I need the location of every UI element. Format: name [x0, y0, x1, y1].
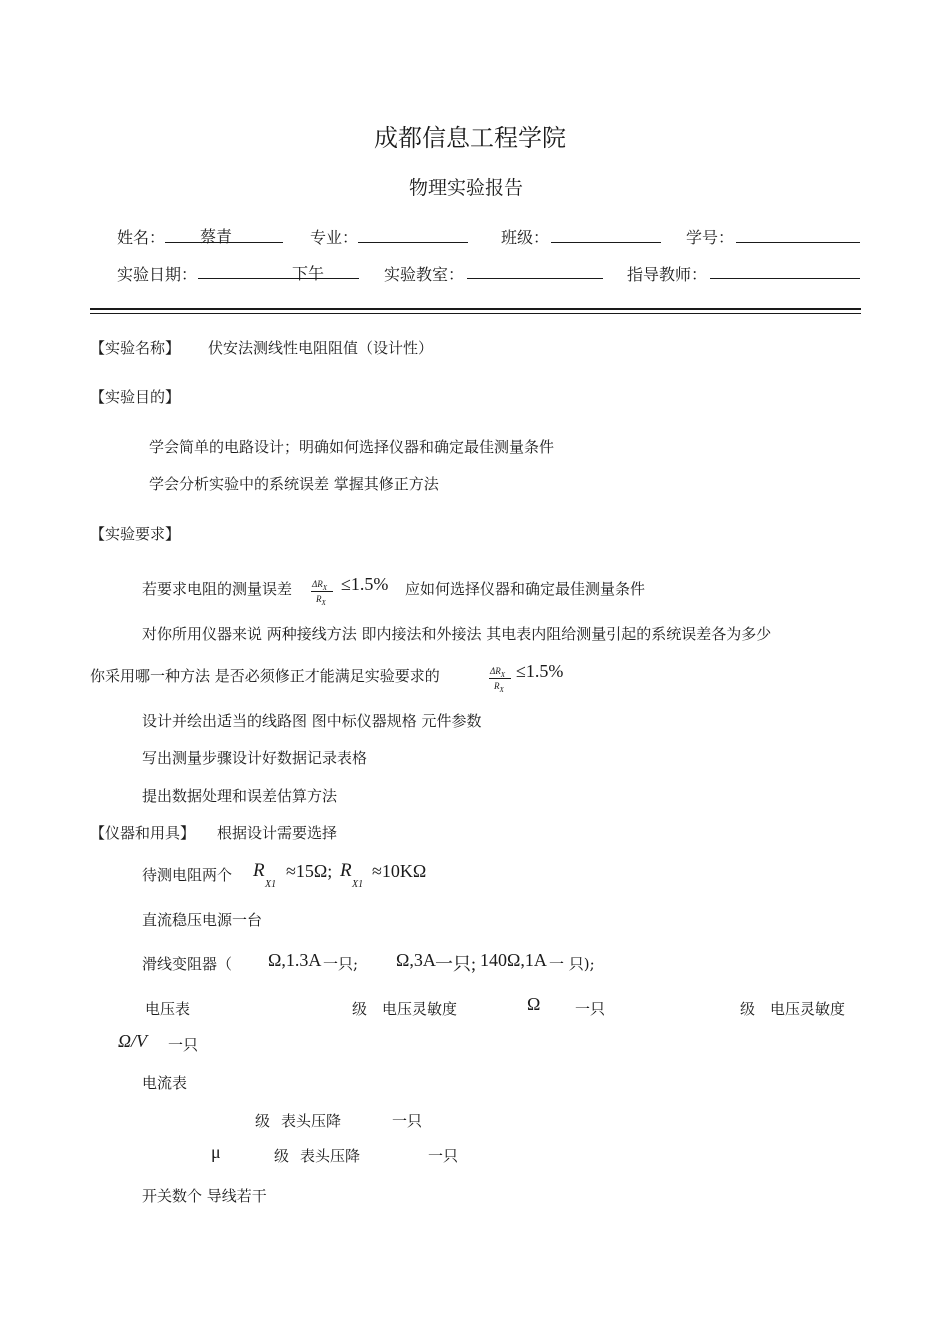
resistor-label: 待测电阻两个	[142, 866, 233, 884]
room-underline	[467, 278, 603, 279]
fraction-denominator: $R_X$	[494, 681, 504, 694]
section-heading-instruments: 【仪器和用具】	[90, 824, 196, 842]
requirement-line: 提出数据处理和误差估算方法	[142, 787, 338, 805]
section-heading-requirements: 【实验要求】	[90, 525, 181, 543]
date-label: 实验日期：	[117, 265, 198, 284]
error-bound: ≤1.5%	[341, 574, 389, 594]
resistor-symbol: R	[340, 860, 352, 881]
header-divider-top	[90, 308, 861, 310]
name-value: 蔡青	[200, 227, 233, 246]
resistor-subscript: X1	[352, 879, 364, 890]
major-label: 专业：	[310, 228, 359, 247]
rheostat-spec: Ω,1.3A	[268, 950, 322, 970]
ammeter-label: 电流表	[142, 1074, 188, 1092]
purpose-item: 学会简单的电路设计；明确如何选择仪器和确定最佳测量条件	[149, 438, 555, 456]
rheostat-spec: Ω,3A	[396, 950, 436, 970]
report-title: 物理实验报告	[409, 177, 524, 199]
unit-count: 一只	[428, 1147, 459, 1165]
requirement-line: 应如何选择仪器和确定最佳测量条件	[405, 580, 646, 598]
name-underline	[165, 242, 283, 243]
grade-label: 级	[352, 1000, 368, 1018]
rheostat-spec: 140Ω,1A	[480, 950, 547, 970]
sensitivity-label: 电压灵敏度	[382, 1000, 458, 1018]
fraction-denominator: $R_X$	[316, 594, 326, 607]
micro-symbol: μ	[211, 1142, 221, 1162]
instruments-intro: 根据设计需要选择	[217, 824, 338, 842]
requirement-line: 对你所用仪器来说 两种接线方法 即内接法和外接法 其电表内阻给测量引起的系统误差各为多少	[142, 625, 772, 643]
section-heading-purpose: 【实验目的】	[90, 388, 181, 406]
ohm-symbol: Ω	[527, 994, 541, 1014]
requirement-line: 设计并绘出适当的线路图 图中标仪器规格 元件参数	[142, 712, 482, 730]
requirement-line: 写出测量步骤设计好数据记录表格	[142, 749, 368, 767]
class-label: 班级：	[501, 228, 550, 247]
student-no-label: 学号：	[686, 228, 735, 247]
major-underline	[358, 242, 468, 243]
rheostat-count: 一只;	[323, 955, 359, 973]
date-value: 下午	[292, 264, 325, 283]
student-no-underline	[736, 242, 860, 243]
grade-label: 级	[255, 1112, 271, 1130]
fraction-bar	[489, 678, 511, 679]
grade-label: 级	[740, 1000, 756, 1018]
teacher-label: 指导教师：	[627, 265, 708, 284]
unit-count: 一只	[392, 1112, 423, 1130]
error-bound: ≤1.5%	[516, 661, 564, 681]
fraction-numerator: $\Delta R_X$	[490, 666, 506, 679]
resistor-subscript: X1	[265, 879, 277, 890]
class-underline	[551, 242, 661, 243]
unit-count: 一只	[575, 1000, 606, 1018]
resistor-value-1: ≈15Ω;	[286, 861, 333, 881]
head-drop-label: 表头压降	[281, 1112, 342, 1130]
experiment-name: 伏安法测线性电阻阻值（设计性）	[208, 339, 434, 357]
rheostat-count: 一只;	[435, 954, 477, 974]
rheostat-label: 滑线变阻器（	[142, 955, 233, 973]
requirement-line: 你采用哪一种方法 是否必须修正才能满足实验要求的	[90, 667, 440, 685]
grade-label: 级	[274, 1147, 290, 1165]
name-label: 姓名：	[117, 228, 166, 247]
ohm-per-volt: Ω/V	[118, 1031, 148, 1051]
voltmeter-label: 电压表	[145, 1000, 191, 1018]
teacher-underline	[710, 278, 860, 279]
sensitivity-label: 电压灵敏度	[770, 1000, 846, 1018]
fraction-bar	[311, 591, 333, 592]
power-supply: 直流稳压电源一台	[142, 911, 263, 929]
resistor-symbol: R	[253, 860, 265, 881]
rheostat-count: 一 只);	[549, 955, 595, 973]
institution-title: 成都信息工程学院	[374, 124, 566, 152]
header-divider-bottom	[90, 313, 861, 314]
head-drop-label: 表头压降	[300, 1147, 361, 1165]
purpose-item: 学会分析实验中的系统误差 掌握其修正方法	[149, 475, 439, 493]
section-heading-name: 【实验名称】	[90, 339, 181, 357]
requirement-line: 若要求电阻的测量误差	[142, 580, 293, 598]
date-underline	[198, 278, 359, 279]
resistor-value-2: ≈10KΩ	[372, 861, 427, 881]
fraction-numerator: $\Delta R_X$	[312, 579, 328, 592]
switch-wire: 开关数个 导线若干	[142, 1187, 267, 1205]
unit-count: 一只	[168, 1036, 199, 1054]
room-label: 实验教室：	[384, 265, 465, 284]
